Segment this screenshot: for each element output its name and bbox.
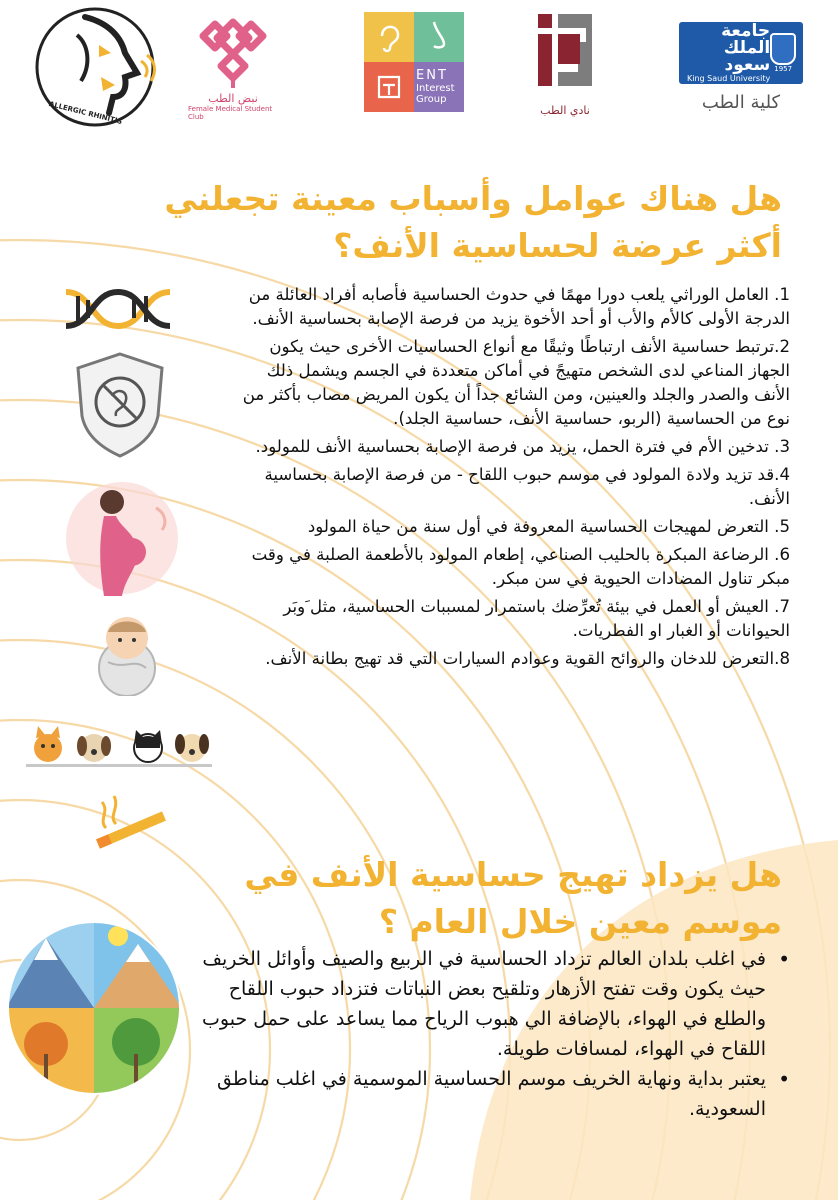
medical-club-logo (510, 12, 620, 117)
pregnant-woman-icon (64, 478, 180, 602)
ksu-name-ar: جامعة الملك سعود (721, 21, 771, 75)
baby-icon (94, 612, 160, 696)
club-label: نادي الطب (540, 104, 590, 117)
season-item: • في اغلب بلدان العالم تزداد الحساسية في الربيع والصيف وأوائل الخريف حيث يكون وقت تفتح الأزهار وتلقيح بعض النباتات فتزداد حبوب اللقاح والطلع في الهواء، بالإضافة الي هبوب الرياح مما يساعد على حمل حبوب اللقاح في الهواء، لمسافات طويلة. (196, 944, 792, 1064)
allergic-rhinitis-label: ALLERGIC RHINITIS (48, 100, 124, 126)
cause-item: 5. التعرض لمهيجات الحساسية المعروفة في أول سنة من حياة المولود (307, 517, 790, 536)
heart-diamond-icon (193, 10, 273, 90)
ksu-name-en: King Saud University (687, 74, 771, 83)
dna-icon (62, 286, 174, 332)
season-item: • يعتبر بداية ونهاية الخريف موسم الحساسية الموسمية في اغلب مناطق السعودية. (196, 1064, 792, 1124)
ent-logo (362, 12, 466, 112)
allergic-rhinitis-logo (26, 5, 164, 129)
ksu-year: 1957 (774, 65, 793, 73)
pulse-label-ar: نبض الطب (208, 92, 258, 105)
cause-item: 3. تدخين الأم في فترة الحمل، يزيد من فرصة الإصابة بحساسية الأنف للمولود. (255, 437, 790, 456)
season-heading: هل يزداد تهيج حساسية الأنف في موسم معين خلال العام ؟ (244, 855, 782, 941)
cause-item: 1. العامل الوراثي يلعب دورا مهمًا في حدوث الحساسية فأصابه أفراد العائلة من الدرجة الأولى كالأم والأب أو أحد الأخوة يزيد من فرصة الإصابة بحساسية الأنف. (248, 285, 790, 328)
cause-item: 8.التعرض للدخان والروائح القوية وعوادم السيارات التي قد تهيج بطانة الأنف. (265, 649, 790, 668)
pets-icon (26, 724, 212, 768)
ent-line2: Interest (416, 83, 455, 95)
nose-icon (414, 12, 464, 62)
causes-heading: هل هناك عوامل وأسباب معينة تجعلني أكثر عرضة لحساسية الأنف؟ (164, 179, 782, 265)
club-mark-icon (536, 12, 594, 88)
ksu-seal-icon (770, 33, 796, 65)
cause-item: 6. الرضاعة المبكرة بالحليب الصناعي، إطعام المولود بالأطعمة الصلبة في وقت مبكر تناول المضادات الحيوية في سن مبكر. (251, 545, 790, 588)
no-bacteria-shield-icon (72, 350, 168, 460)
ent-line3: Group (416, 94, 447, 106)
seasons-globe-icon (6, 914, 182, 1104)
pulse-logo (188, 10, 278, 121)
ksu-badge (679, 22, 803, 84)
faculty-label: كلية الطب (701, 92, 781, 113)
throat-icon (364, 62, 414, 112)
pulse-label-en: Female Medical Student Club (188, 105, 273, 121)
cigarette-icon (88, 792, 172, 854)
ear-icon (364, 12, 414, 62)
cause-item: 4.قد تزيد ولادة المولود في موسم حبوب اللقاح - من فرصة الإصابة بحساسية الأنف. (264, 465, 790, 508)
cause-item: 7. العيش أو العمل في بيئة تُعرِّضك باستمرار لمسببات الحساسية، مثل َوبَر الحيوانات أو الغبار او الفطريات. (283, 597, 790, 640)
ent-line1: ENT (416, 67, 448, 83)
ksu-logo (666, 22, 816, 113)
causes-list (240, 283, 790, 675)
season-list (196, 944, 792, 1124)
cause-item: 2.ترتبط حساسية الأنف ارتباطًا وثيقًا مع أنواع الحساسيات الأخرى حيث يكون الجهاز المناعي لدى الشخص متهيجً في أماكن متعددة في الجسم ويشمل ذلك الأنف والصدر والجلد والعينين، ومن الشائع جداً أن يكون المريض مصاب بأكثر من نوع من الحساسية (الربو، حساسية الأنف، حساسية الجلد). (242, 337, 790, 428)
